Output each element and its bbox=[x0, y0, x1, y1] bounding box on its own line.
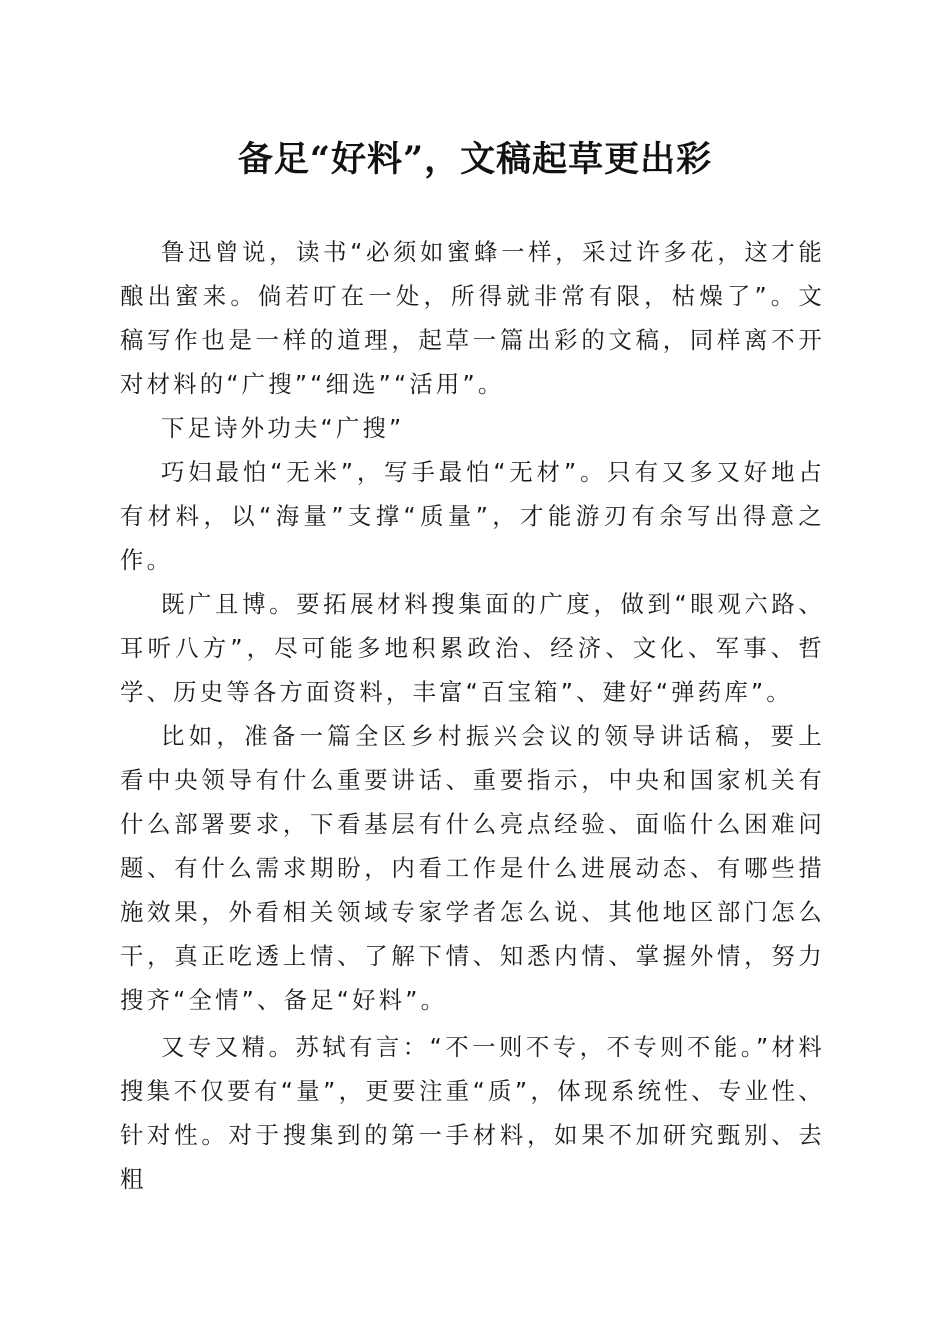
paragraph: 鲁迅曾说，读书“必须如蜜蜂一样，采过许多花，这才能酿出蜜来。倘若叮在一处，所得就非常有限，枯燥了”。文稿写作也是一样的道理，起草一篇出彩的文稿，同样离不开对材料的“广搜”“细选”“活用”。 bbox=[120, 238, 825, 398]
paragraph: 又专又精。苏轼有言：“不一则不专，不专则不能。”材料搜集不仅要有“量”，更要注重“质”，体现系统性、专业性、针对性。对于搜集到的第一手材料，如果不加研究甄别、去粗 bbox=[120, 1033, 825, 1193]
document-body bbox=[120, 230, 825, 1201]
section-heading: 下足诗外功夫“广搜” bbox=[161, 414, 405, 442]
paragraph: 比如，准备一篇全区乡村振兴会议的领导讲话稿，要上看中央领导有什么重要讲话、重要指示，中央和国家机关有什么部署要求，下看基层有什么亮点经验、面临什么困难问题、有什么需求期盼，内看工作是什么进展动态、有哪些措施效果，外看相关领域专家学者怎么说、其他地区部门怎么干，真正吃透上情、了解下情、知悉内情、掌握外情，努力搜齐“全情”、备足“好料”。 bbox=[120, 722, 825, 1014]
paragraph: 巧妇最怕“无米”，写手最怕“无材”。只有又多又好地占有材料，以“海量”支撑“质量”，才能游刃有余写出得意之作。 bbox=[120, 458, 825, 574]
document-title: 备足“好料”，文稿起草更出彩 bbox=[237, 139, 713, 180]
paragraph: 既广且博。要拓展材料搜集面的广度，做到“眼观六路、耳听八方”，尽可能多地积累政治、经济、文化、军事、哲学、历史等各方面资料，丰富“百宝箱”、建好“弹药库”。 bbox=[120, 590, 825, 706]
